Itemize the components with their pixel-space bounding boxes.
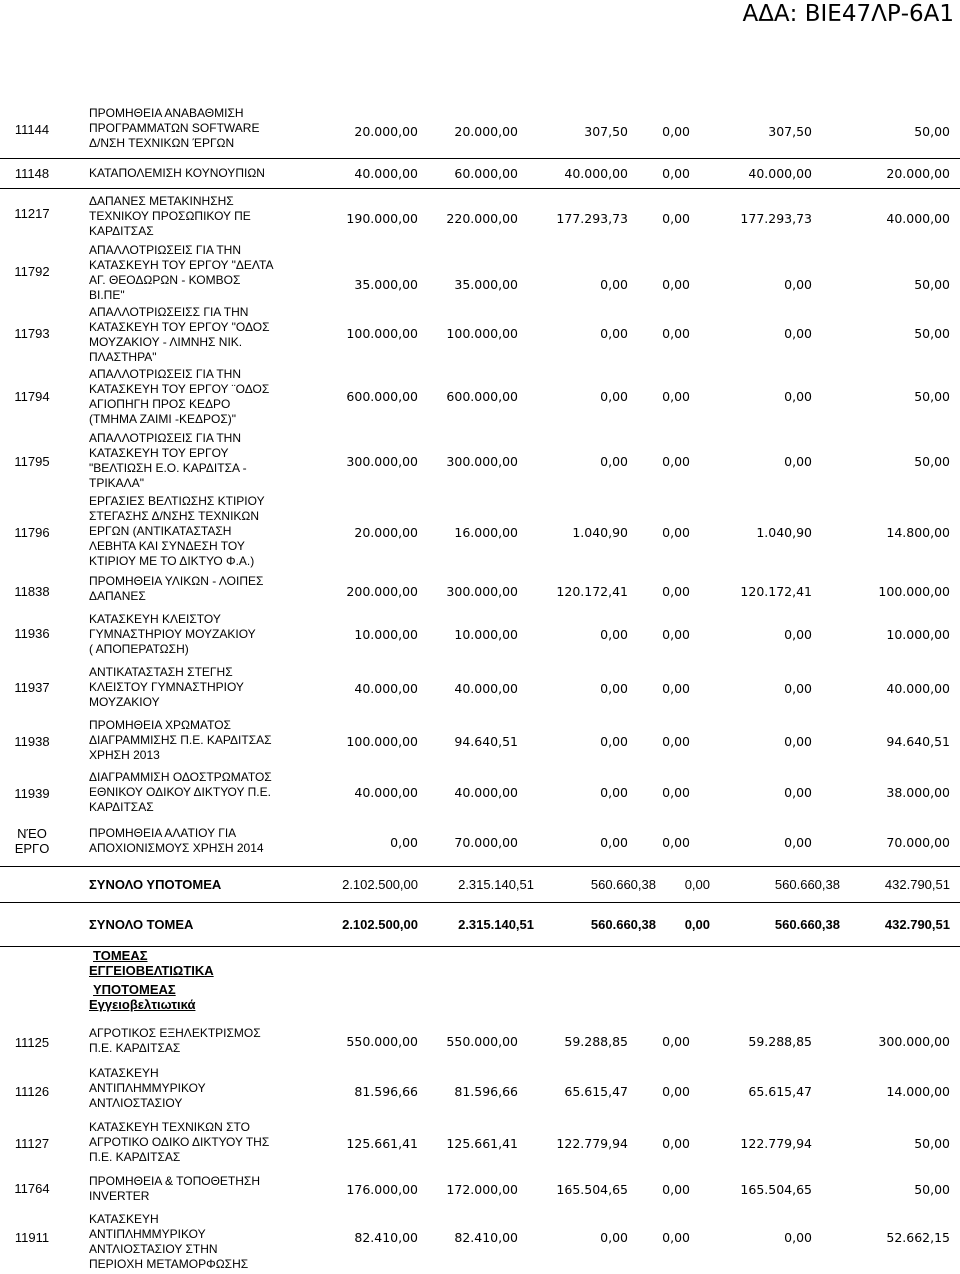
value-col-2: 600.000,00 (446, 389, 518, 404)
row-description: ΑΝΤΙΚΑΤΑΣΤΑΣΗ ΣΤΕΓΗΣ ΚΛΕΙΣΤΟΥ ΓΥΜΝΑΣΤΗΡΙΟΥ ΜΟΥΖΑΚΙΟΥ (89, 665, 244, 709)
row-code: 11792 (14, 264, 50, 279)
value-col-5: 0,00 (784, 454, 812, 469)
value-col-3: 0,00 (600, 681, 628, 696)
row-code: 11144 (14, 122, 50, 137)
value-col-5: 40.000,00 (748, 166, 812, 181)
row-code: 11793 (14, 326, 50, 341)
value-col-2: 300.000,00 (446, 584, 518, 599)
row-description: ΚΑΤΑΣΚΕΥΗ ΚΛΕΙΣΤΟΥ ΓΥΜΝΑΣΤΗΡΙΟΥ ΜΟΥΖΑΚΙΟΥ ( ΑΠΟΠΕΡΑΤΩΣΗ) (89, 612, 256, 656)
value-col-5: 0,00 (784, 1230, 812, 1245)
value-col-3: 0,00 (600, 389, 628, 404)
total-col-4: 0,00 (684, 917, 710, 932)
value-col-3: 0,00 (600, 785, 628, 800)
value-col-6: 300.000,00 (878, 1034, 950, 1049)
value-col-6: 14.000,00 (886, 1084, 950, 1099)
value-col-3: 1.040,90 (572, 525, 628, 540)
table-row (0, 716, 960, 768)
table-row (0, 100, 960, 159)
value-col-2: 100.000,00 (446, 326, 518, 341)
row-code: 11148 (14, 166, 50, 181)
table-row (0, 158, 960, 189)
value-col-1: 176.000,00 (346, 1182, 418, 1197)
value-col-6: 38.000,00 (886, 785, 950, 800)
value-col-4: 0,00 (662, 326, 690, 341)
value-col-1: 600.000,00 (346, 389, 418, 404)
value-col-6: 40.000,00 (886, 211, 950, 226)
table-row (0, 1062, 960, 1116)
value-col-2: 40.000,00 (454, 785, 518, 800)
value-col-1: 125.661,41 (346, 1136, 418, 1151)
table-row (0, 1022, 960, 1062)
row-description: ΑΠΑΛΛΟΤΡΙΩΣΕΙΣ ΓΙΑ ΤΗΝ ΚΑΤΑΣΚΕΥΗ ΤΟΥ ΕΡΓΟΥ "ΒΕΛΤΙΩΣΗ Ε.Ο. ΚΑΡΔΙΤΣΑ - ΤΡΙΚΑΛΑ" (89, 431, 247, 490)
value-col-4: 0,00 (662, 681, 690, 696)
value-col-3: 0,00 (600, 277, 628, 292)
subtotal-col-6: 432.790,51 (884, 877, 950, 892)
value-col-6: 50,00 (914, 1136, 950, 1151)
value-col-4: 0,00 (662, 277, 690, 292)
value-col-2: 70.000,00 (454, 835, 518, 850)
value-col-4: 0,00 (662, 211, 690, 226)
value-col-2: 172.000,00 (446, 1182, 518, 1197)
value-col-5: 0,00 (784, 785, 812, 800)
value-col-4: 0,00 (662, 1230, 690, 1245)
value-col-1: 40.000,00 (354, 166, 418, 181)
subtotal-row (0, 866, 960, 903)
section-ypotomeas-label: ΥΠΟΤΟΜΕΑΣ (93, 982, 176, 997)
value-col-6: 40.000,00 (886, 681, 950, 696)
value-col-6: 50,00 (914, 454, 950, 469)
row-description: ΔΑΠΑΝΕΣ ΜΕΤΑΚΙΝΗΣΗΣ ΤΕΧΝΙΚΟΥ ΠΡΟΣΩΠΙΚΟΥ ΠΕ ΚΑΡΔΙΤΣΑΣ (89, 194, 251, 238)
row-code: 11127 (14, 1136, 50, 1151)
table-row (0, 820, 960, 867)
row-description: ΚΑΤΑΣΚΕΥΗ ΑΝΤΙΠΛΗΜΜΥΡΙΚΟΥ ΑΝΤΛΙΟΣΤΑΣΙΟΥ ΣΤΗΝ ΠΕΡΙΟΧΗ ΜΕΤΑΜΟΡΦΩΣΗΣ (89, 1212, 249, 1271)
total-row (0, 902, 960, 947)
value-col-2: 82.410,00 (454, 1230, 518, 1245)
value-col-1: 81.596,66 (354, 1084, 418, 1099)
row-description: ΚΑΤΑΠΟΛΕΜΙΣΗ ΚΟΥΝΟΥΠΙΩΝ (89, 166, 265, 180)
value-col-1: 100.000,00 (346, 734, 418, 749)
value-col-2: 20.000,00 (454, 124, 518, 139)
value-col-4: 0,00 (662, 1136, 690, 1151)
value-col-3: 0,00 (600, 835, 628, 850)
value-col-4: 0,00 (662, 166, 690, 181)
total-col-3: 560.660,38 (590, 917, 656, 932)
value-col-4: 0,00 (662, 1084, 690, 1099)
row-description: ΚΑΤΑΣΚΕΥΗ ΑΝΤΙΠΛΗΜΜΥΡΙΚΟΥ ΑΝΤΛΙΟΣΤΑΣΙΟΥ (89, 1066, 206, 1110)
value-col-5: 0,00 (784, 389, 812, 404)
row-code: 11126 (14, 1084, 50, 1099)
total-col-5: 560.660,38 (774, 917, 840, 932)
value-col-3: 0,00 (600, 454, 628, 469)
row-description: ΠΡΟΜΗΘΕΙΑ ΑΝΑΒΑΘΜΙΣΗ ΠΡΟΓΡΑΜΜΑΤΩΝ SOFTWARE Δ/ΝΣΗ ΤΕΧΝΙΚΩΝ ΈΡΓΩΝ (89, 106, 260, 150)
value-col-4: 0,00 (662, 835, 690, 850)
row-description: ΚΑΤΑΣΚΕΥΗ ΤΕΧΝΙΚΩΝ ΣΤΟ ΑΓΡΟΤΙΚΟ ΟΔΙΚΟ ΔΙΚΤΥΟΥ ΤΗΣ Π.Ε. ΚΑΡΔΙΤΣΑΣ (89, 1120, 270, 1164)
row-code: 11937 (14, 680, 50, 695)
value-col-6: 10.000,00 (886, 627, 950, 642)
section-tomeas-label: ΤΟΜΕΑΣ (93, 948, 148, 963)
value-col-1: 35.000,00 (354, 277, 418, 292)
value-col-1: 550.000,00 (346, 1034, 418, 1049)
row-code: 11939 (14, 786, 50, 801)
row-description: ΠΡΟΜΗΘΕΙΑ ΥΛΙΚΩΝ - ΛΟΙΠΕΣ ΔΑΠΑΝΕΣ (89, 574, 264, 603)
subtotal-col-3: 560.660,38 (590, 877, 656, 892)
total-label: ΣΥΝΟΛΟ ΤΟΜΕΑ (89, 917, 194, 932)
value-col-4: 0,00 (662, 124, 690, 139)
row-code: 11217 (14, 206, 50, 221)
row-code: 11764 (14, 1181, 50, 1196)
row-code: 11795 (14, 454, 50, 469)
value-col-1: 190.000,00 (346, 211, 418, 226)
value-col-4: 0,00 (662, 627, 690, 642)
total-col-6: 432.790,51 (884, 917, 950, 932)
table-row (0, 572, 960, 610)
row-code: 11938 (14, 734, 50, 749)
value-col-1: 100.000,00 (346, 326, 418, 341)
value-col-6: 50,00 (914, 1182, 950, 1197)
value-col-2: 10.000,00 (454, 627, 518, 642)
value-col-4: 0,00 (662, 1034, 690, 1049)
value-col-4: 0,00 (662, 734, 690, 749)
table-row (0, 364, 960, 430)
value-col-6: 50,00 (914, 326, 950, 341)
value-col-3: 40.000,00 (564, 166, 628, 181)
total-col-1: 2.102.500,00 (342, 917, 418, 932)
table-row (0, 188, 960, 240)
value-col-4: 0,00 (662, 525, 690, 540)
row-description: ΑΠΑΛΛΟΤΡΙΩΣΕΙΣ ΓΙΑ ΤΗΝ ΚΑΤΑΣΚΕΥΗ ΤΟΥ ΕΡΓΟΥ ¨ΟΔΟΣ ΑΓΙΟΠΗΓΗ ΠΡΟΣ ΚΕΔΡΟ (ΤΜΗΜΑ ΖΑΙΜΙ -ΚΕΔΡΟΣ)" (89, 367, 270, 426)
value-col-6: 52.662,15 (886, 1230, 950, 1245)
value-col-6: 70.000,00 (886, 835, 950, 850)
value-col-2: 16.000,00 (454, 525, 518, 540)
section-tomeas-name: ΕΓΓΕΙΟΒΕΛΤΙΩΤΙΚΑ (89, 963, 214, 978)
value-col-6: 14.800,00 (886, 525, 950, 540)
value-col-5: 0,00 (784, 734, 812, 749)
table-row (0, 662, 960, 716)
value-col-4: 0,00 (662, 584, 690, 599)
value-col-6: 50,00 (914, 389, 950, 404)
value-col-3: 0,00 (600, 734, 628, 749)
value-col-2: 35.000,00 (454, 277, 518, 292)
value-col-2: 220.000,00 (446, 211, 518, 226)
value-col-5: 0,00 (784, 326, 812, 341)
value-col-2: 300.000,00 (446, 454, 518, 469)
value-col-4: 0,00 (662, 454, 690, 469)
row-description: ΠΡΟΜΗΘΕΙΑ ΧΡΩΜΑΤΟΣ ΔΙΑΓΡΑΜΜΙΣΗΣ Π.Ε. ΚΑΡΔΙΤΣΑΣ ΧΡΗΣΗ 2013 (89, 718, 272, 762)
ada-stamp: ΑΔΑ: ΒΙΕ47ΛΡ-6Α1 (742, 1, 954, 27)
value-col-1: 200.000,00 (346, 584, 418, 599)
table-row (0, 302, 960, 364)
value-col-1: 0,00 (390, 835, 418, 850)
value-col-1: 20.000,00 (354, 525, 418, 540)
table-row (0, 610, 960, 662)
value-col-2: 40.000,00 (454, 681, 518, 696)
row-description: ΠΡΟΜΗΘΕΙΑ ΑΛΑΤΙΟΥ ΓΙΑ ΑΠΟΧΙΟΝΙΣΜΟΥΣ ΧΡΗΣΗ 2014 (89, 826, 264, 855)
row-description: ΔΙΑΓΡΑΜΜΙΣΗ ΟΔΟΣΤΡΩΜΑΤΟΣ ΕΘΝΙΚΟΥ ΟΔΙΚΟΥ ΔΙΚΤΥΟΥ Π.Ε. ΚΑΡΔΙΤΣΑΣ (89, 770, 272, 814)
table-row (0, 768, 960, 820)
value-col-2: 94.640,51 (454, 734, 518, 749)
section-ypotomeas-name: Εγγειοβελτιωτικά (89, 997, 196, 1012)
value-col-3: 307,50 (584, 124, 628, 139)
value-col-5: 59.288,85 (748, 1034, 812, 1049)
table-row (0, 1116, 960, 1170)
value-col-5: 165.504,65 (740, 1182, 812, 1197)
row-code: 11796 (14, 525, 50, 540)
row-code: ΝΈΟ ΕΡΓΟ (14, 826, 50, 856)
row-description: ΕΡΓΑΣΙΕΣ ΒΕΛΤΙΩΣΗΣ ΚΤΙΡΙΟΥ ΣΤΕΓΑΣΗΣ Δ/ΝΣΗΣ ΤΕΧΝΙΚΩΝ ΕΡΓΩΝ (ΑΝΤΙΚΑΤΑΣΤΑΣΗ ΛΕΒΗΤΑ ΚΑΙ ΣΥΝΔΕΣΗ ΤΟΥ ΚΤΙΡΙΟΥ ΜΕ ΤΟ ΔΙΚΤΥΟ Φ.Α.) (89, 494, 265, 568)
value-col-5: 65.615,47 (748, 1084, 812, 1099)
row-code: 11911 (14, 1230, 50, 1245)
value-col-2: 125.661,41 (446, 1136, 518, 1151)
value-col-5: 1.040,90 (756, 525, 812, 540)
value-col-1: 10.000,00 (354, 627, 418, 642)
value-col-5: 177.293,73 (740, 211, 812, 226)
row-description: ΑΠΑΛΛΟΤΡΙΩΣΕΙΣΣ ΓΙΑ ΤΗΝ ΚΑΤΑΣΚΕΥΗ ΤΟΥ ΕΡΓΟΥ "ΟΔΟΣ ΜΟΥΖΑΚΙΟΥ - ΛΙΜΝΗΣ ΝΙΚ. ΠΛΑΣΤΗΡΑ" (89, 305, 270, 364)
value-col-6: 100.000,00 (878, 584, 950, 599)
value-col-3: 59.288,85 (564, 1034, 628, 1049)
value-col-5: 120.172,41 (740, 584, 812, 599)
subtotal-col-2: 2.315.140,51 (458, 877, 534, 892)
value-col-2: 81.596,66 (454, 1084, 518, 1099)
value-col-4: 0,00 (662, 1182, 690, 1197)
value-col-5: 0,00 (784, 277, 812, 292)
value-col-1: 40.000,00 (354, 785, 418, 800)
value-col-2: 550.000,00 (446, 1034, 518, 1049)
value-col-3: 65.615,47 (564, 1084, 628, 1099)
table-row (0, 240, 960, 302)
value-col-3: 177.293,73 (556, 211, 628, 226)
value-col-1: 300.000,00 (346, 454, 418, 469)
value-col-3: 0,00 (600, 326, 628, 341)
row-code: 11125 (14, 1035, 50, 1050)
subtotal-col-5: 560.660,38 (774, 877, 840, 892)
value-col-6: 94.640,51 (886, 734, 950, 749)
value-col-3: 120.172,41 (556, 584, 628, 599)
value-col-5: 307,50 (768, 124, 812, 139)
value-col-3: 0,00 (600, 1230, 628, 1245)
value-col-6: 50,00 (914, 277, 950, 292)
value-col-4: 0,00 (662, 389, 690, 404)
total-col-2: 2.315.140,51 (458, 917, 534, 932)
value-col-5: 0,00 (784, 627, 812, 642)
value-col-3: 122.779,94 (556, 1136, 628, 1151)
row-code: 11936 (14, 626, 50, 641)
row-description: ΑΠΑΛΛΟΤΡΙΩΣΕΙΣ ΓΙΑ ΤΗΝ ΚΑΤΑΣΚΕΥΗ ΤΟΥ ΕΡΓΟΥ "ΔΕΛΤΑ ΑΓ. ΘΕΟΔΩΡΩΝ - ΚΟΜΒΟΣ ΒΙ.ΠΕ" (89, 243, 274, 302)
value-col-3: 0,00 (600, 627, 628, 642)
value-col-1: 40.000,00 (354, 681, 418, 696)
row-description: ΠΡΟΜΗΘΕΙΑ & ΤΟΠΟΘΕΤΗΣΗ INVERTER (89, 1174, 260, 1203)
value-col-5: 122.779,94 (740, 1136, 812, 1151)
subtotal-col-1: 2.102.500,00 (342, 877, 418, 892)
row-code: 11794 (14, 389, 50, 404)
row-code: 11838 (14, 584, 50, 599)
value-col-1: 20.000,00 (354, 124, 418, 139)
value-col-5: 0,00 (784, 681, 812, 696)
table-row (0, 492, 960, 572)
value-col-5: 0,00 (784, 835, 812, 850)
table-row (0, 430, 960, 492)
value-col-2: 60.000,00 (454, 166, 518, 181)
subtotal-label: ΣΥΝΟΛΟ ΥΠΟΤΟΜΕΑ (89, 877, 222, 892)
value-col-6: 20.000,00 (886, 166, 950, 181)
table-row (0, 1208, 960, 1272)
value-col-1: 82.410,00 (354, 1230, 418, 1245)
value-col-3: 165.504,65 (556, 1182, 628, 1197)
value-col-4: 0,00 (662, 785, 690, 800)
table-row (0, 1170, 960, 1208)
row-description: ΑΓΡΟΤΙΚΟΣ ΕΞΗΛΕΚΤΡΙΣΜΟΣ Π.Ε. ΚΑΡΔΙΤΣΑΣ (89, 1026, 261, 1055)
value-col-6: 50,00 (914, 124, 950, 139)
subtotal-col-4: 0,00 (684, 877, 710, 892)
